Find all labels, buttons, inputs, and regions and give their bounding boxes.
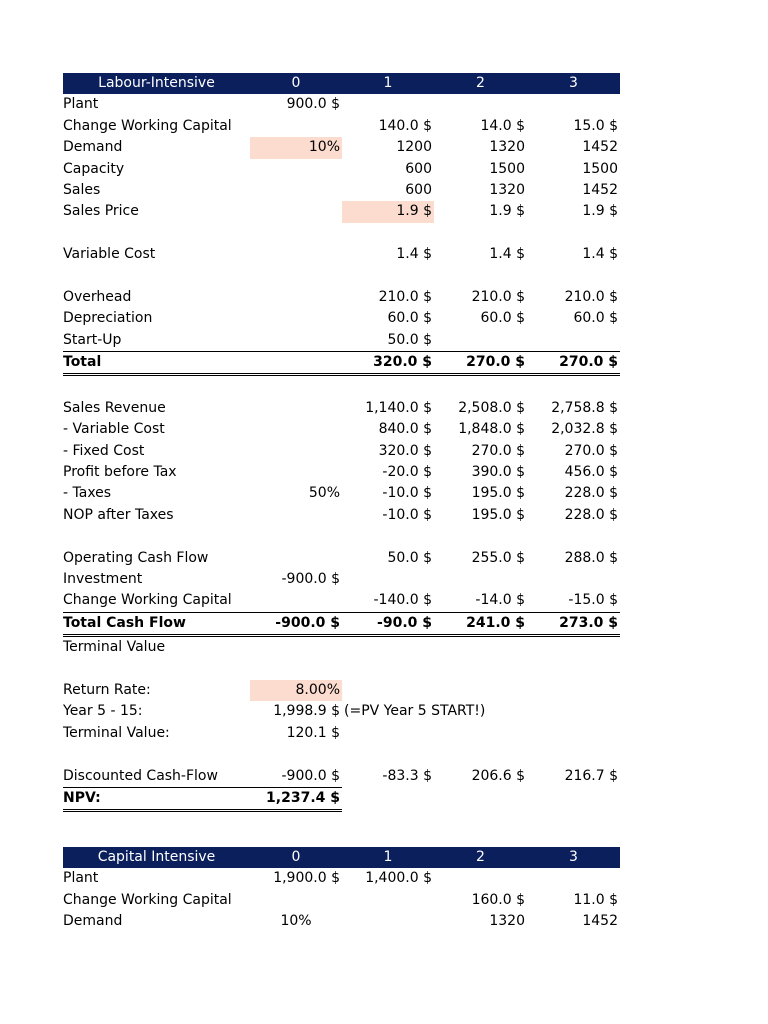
empty-cell — [527, 723, 620, 744]
row-label[interactable]: NPV: — [63, 788, 250, 812]
cell[interactable]: 241.0 $ — [434, 612, 527, 637]
empty-cell — [434, 266, 527, 287]
cell[interactable]: 1500 — [489, 160, 525, 177]
cell[interactable] — [342, 94, 434, 115]
cell[interactable]: 1,140.0 $ — [365, 399, 432, 416]
empty-cell — [527, 744, 620, 765]
cell[interactable]: 1452 — [582, 913, 618, 930]
empty-cell — [434, 744, 527, 765]
cell[interactable] — [250, 159, 342, 180]
empty-cell — [250, 659, 342, 680]
row-label[interactable]: Variable Cost — [63, 246, 156, 263]
cell[interactable]: 900.0 $ — [286, 96, 340, 113]
cell[interactable]: 320.0 $ — [342, 351, 434, 376]
cell[interactable]: -900.0 $ — [281, 570, 340, 587]
cell[interactable]: -10.0 $ — [382, 506, 432, 523]
cell[interactable]: -90.0 $ — [342, 612, 434, 637]
empty-cell — [342, 744, 434, 765]
cell[interactable] — [527, 330, 620, 351]
row-label[interactable]: Discounted Cash-Flow — [63, 766, 250, 788]
cell[interactable] — [250, 590, 342, 611]
empty-cell — [434, 223, 527, 244]
cell[interactable] — [250, 351, 342, 376]
cell[interactable] — [250, 116, 342, 137]
empty-cell — [434, 701, 527, 722]
row-label[interactable]: - Taxes — [63, 485, 112, 502]
row-label[interactable]: Terminal Value — [63, 639, 166, 656]
input-cell[interactable]: 8.00% — [250, 680, 342, 701]
empty-cell — [342, 637, 434, 658]
cell[interactable]: 228.0 $ — [564, 506, 618, 523]
cell[interactable]: 1320 — [489, 913, 525, 930]
empty-cell — [63, 659, 250, 680]
empty-cell — [250, 223, 342, 244]
cell[interactable]: 1.4 $ — [582, 246, 618, 263]
row-label[interactable]: Change Working Capital — [63, 592, 232, 609]
row-label[interactable]: Plant — [63, 96, 99, 113]
empty-cell — [527, 526, 620, 547]
cell[interactable]: 216.7 $ — [564, 767, 618, 784]
cell[interactable]: 210.0 $ — [378, 288, 432, 305]
empty-cell — [434, 788, 527, 809]
cell[interactable] — [250, 180, 342, 201]
header-label: Capital Intensive — [63, 847, 250, 868]
cell[interactable] — [342, 569, 434, 590]
cell[interactable] — [527, 868, 620, 889]
cell[interactable]: 600 — [405, 181, 432, 198]
cell[interactable]: 390.0 $ — [471, 464, 525, 481]
cell[interactable]: 840.0 $ — [378, 421, 432, 438]
cell[interactable] — [250, 890, 342, 911]
row-label[interactable]: Change Working Capital — [63, 117, 232, 134]
empty-cell — [342, 723, 434, 744]
empty-cell — [527, 637, 620, 658]
header-year-3: 3 — [527, 73, 620, 94]
cell[interactable] — [250, 462, 342, 483]
cell[interactable]: 210.0 $ — [564, 288, 618, 305]
note-cell[interactable] — [342, 701, 486, 722]
cell[interactable] — [250, 308, 342, 329]
cell[interactable]: 456.0 $ — [564, 464, 618, 481]
cell[interactable]: 270.0 $ — [564, 442, 618, 459]
empty-cell — [527, 376, 620, 397]
row-label[interactable]: Total — [63, 351, 250, 376]
cell[interactable] — [250, 330, 342, 351]
empty-cell — [342, 266, 434, 287]
row-label[interactable]: NOP after Taxes — [63, 506, 174, 523]
cell[interactable]: 120.1 $ — [286, 724, 340, 741]
cell[interactable]: 206.6 $ — [471, 767, 525, 784]
cell[interactable]: -900.0 $ — [250, 766, 342, 788]
labour-intensive-table — [63, 73, 620, 812]
cell[interactable]: 50% — [308, 485, 340, 502]
empty-cell — [527, 659, 620, 680]
cell[interactable]: 2,508.0 $ — [458, 399, 525, 416]
row-label[interactable]: Sales Price — [63, 203, 139, 220]
row-label[interactable]: Return Rate: — [63, 681, 151, 698]
empty-cell — [63, 744, 250, 765]
cell[interactable]: 1452 — [582, 139, 618, 156]
cell[interactable] — [250, 505, 342, 526]
cell[interactable]: 320.0 $ — [378, 442, 432, 459]
cell[interactable]: 50.0 $ — [387, 331, 432, 348]
cell[interactable]: 1,848.0 $ — [458, 421, 525, 438]
cell[interactable]: 1320 — [489, 139, 525, 156]
cell[interactable]: 60.0 $ — [573, 310, 618, 327]
cell[interactable]: 1.9 $ — [582, 203, 618, 220]
empty-cell — [342, 376, 434, 397]
empty-cell — [434, 723, 527, 744]
cell[interactable]: 50.0 $ — [387, 549, 432, 566]
empty-cell — [342, 788, 434, 809]
empty-cell — [527, 266, 620, 287]
cell[interactable]: -14.0 $ — [475, 592, 525, 609]
npv-value[interactable]: 1,237.4 $ — [250, 788, 342, 812]
input-cell[interactable]: 1.9 $ — [342, 201, 434, 222]
cell[interactable] — [527, 569, 620, 590]
empty-cell — [434, 376, 527, 397]
cell[interactable]: 1,900.0 $ — [273, 870, 340, 887]
cell[interactable]: 288.0 $ — [564, 549, 618, 566]
input-cell[interactable]: 10% — [250, 137, 342, 158]
cell[interactable]: 1.4 $ — [396, 246, 432, 263]
cell[interactable]: 273.0 $ — [527, 612, 620, 637]
cell[interactable]: -20.0 $ — [382, 464, 432, 481]
empty-cell — [342, 659, 434, 680]
row-label[interactable]: Depreciation — [63, 310, 153, 327]
row-label[interactable]: Total Cash Flow — [63, 612, 250, 637]
cell[interactable]: 1452 — [582, 181, 618, 198]
row-label[interactable]: Change Working Capital — [63, 891, 232, 908]
empty-cell — [250, 637, 342, 658]
cell[interactable] — [250, 548, 342, 569]
row-label[interactable]: Operating Cash Flow — [63, 549, 209, 566]
cell[interactable]: 270.0 $ — [527, 351, 620, 376]
row-label[interactable]: Start-Up — [63, 331, 122, 348]
empty-cell — [434, 659, 527, 680]
empty-cell — [434, 637, 527, 658]
row-label[interactable]: Sales — [63, 181, 101, 198]
empty-cell — [63, 376, 250, 397]
cell[interactable]: 600 — [405, 160, 432, 177]
cell[interactable]: 10% — [280, 913, 312, 930]
cell[interactable]: 1500 — [582, 160, 618, 177]
empty-cell — [63, 526, 250, 547]
row-label[interactable]: - Variable Cost — [63, 421, 165, 438]
cell[interactable] — [434, 330, 527, 351]
cell[interactable]: 2,758.8 $ — [551, 399, 618, 416]
cell[interactable]: 270.0 $ — [471, 442, 525, 459]
cell[interactable]: 11.0 $ — [573, 891, 618, 908]
cell[interactable]: 15.0 $ — [573, 117, 618, 134]
cell[interactable]: 228.0 $ — [564, 485, 618, 502]
cell[interactable] — [527, 94, 620, 115]
row-label[interactable]: Capacity — [63, 160, 125, 177]
row-label[interactable]: Plant — [63, 870, 99, 887]
cell[interactable]: 140.0 $ — [378, 117, 432, 134]
header-year-0: 0 — [250, 73, 342, 94]
row-label[interactable]: Year 5 - 15: — [63, 703, 143, 720]
row-label[interactable]: Demand — [63, 139, 123, 156]
header-label: Labour-Intensive — [63, 73, 250, 94]
cell[interactable]: 1320 — [489, 181, 525, 198]
cell[interactable]: 160.0 $ — [471, 891, 525, 908]
row-label[interactable]: - Fixed Cost — [63, 442, 145, 459]
cell[interactable]: 195.0 $ — [471, 506, 525, 523]
cell[interactable]: -10.0 $ — [382, 485, 432, 502]
cell[interactable] — [434, 94, 527, 115]
empty-cell — [527, 788, 620, 809]
capital-intensive-table — [63, 847, 620, 933]
empty-cell — [250, 526, 342, 547]
note-text: (=PV Year 5 START!) — [344, 703, 486, 720]
cell[interactable]: 195.0 $ — [471, 485, 525, 502]
row-label[interactable]: Overhead — [63, 288, 132, 305]
cell[interactable]: 60.0 $ — [387, 310, 432, 327]
cell[interactable] — [434, 868, 527, 889]
cell[interactable] — [250, 244, 342, 265]
header-year-2: 2 — [434, 847, 527, 868]
cell[interactable]: 1.9 $ — [489, 203, 525, 220]
empty-cell — [250, 376, 342, 397]
cell[interactable]: 1,400.0 $ — [365, 870, 432, 887]
cell[interactable]: 270.0 $ — [434, 351, 527, 376]
cell[interactable] — [250, 398, 342, 419]
row-label[interactable]: Terminal Value: — [63, 724, 170, 741]
row-label[interactable]: Profit before Tax — [63, 464, 177, 481]
cell[interactable] — [250, 441, 342, 462]
row-label[interactable]: Demand — [63, 913, 123, 930]
cell[interactable] — [342, 911, 434, 932]
header-year-2: 2 — [434, 73, 527, 94]
cell[interactable] — [250, 287, 342, 308]
cell[interactable]: 2,032.8 $ — [551, 421, 618, 438]
cell[interactable]: -15.0 $ — [568, 592, 618, 609]
cell[interactable]: 1200 — [396, 139, 432, 156]
empty-cell — [527, 701, 620, 722]
row-label[interactable]: Investment — [63, 570, 143, 587]
empty-cell — [342, 526, 434, 547]
cell[interactable]: -83.3 $ — [382, 767, 432, 784]
empty-cell — [63, 223, 250, 244]
header-year-3: 3 — [527, 847, 620, 868]
cell[interactable]: -900.0 $ — [250, 612, 342, 637]
empty-cell — [342, 680, 434, 701]
cell[interactable]: 14.0 $ — [480, 117, 525, 134]
header-year-0: 0 — [250, 847, 342, 868]
empty-cell — [527, 223, 620, 244]
row-label[interactable]: Sales Revenue — [63, 399, 166, 416]
empty-cell — [63, 266, 250, 287]
empty-cell — [434, 526, 527, 547]
empty-cell — [434, 680, 527, 701]
header-year-1: 1 — [342, 73, 434, 94]
cell[interactable] — [342, 890, 434, 911]
empty-cell — [250, 266, 342, 287]
cell[interactable] — [250, 419, 342, 440]
cell[interactable]: -140.0 $ — [373, 592, 432, 609]
cell[interactable]: 1.4 $ — [489, 246, 525, 263]
empty-cell — [527, 680, 620, 701]
cell[interactable] — [434, 569, 527, 590]
empty-cell — [342, 223, 434, 244]
cell[interactable] — [250, 201, 342, 222]
header-year-1: 1 — [342, 847, 434, 868]
cell[interactable]: 60.0 $ — [480, 310, 525, 327]
cell[interactable]: 255.0 $ — [471, 549, 525, 566]
empty-cell — [250, 744, 342, 765]
cell[interactable]: 210.0 $ — [471, 288, 525, 305]
cell[interactable]: 1,998.9 $ — [273, 703, 340, 720]
